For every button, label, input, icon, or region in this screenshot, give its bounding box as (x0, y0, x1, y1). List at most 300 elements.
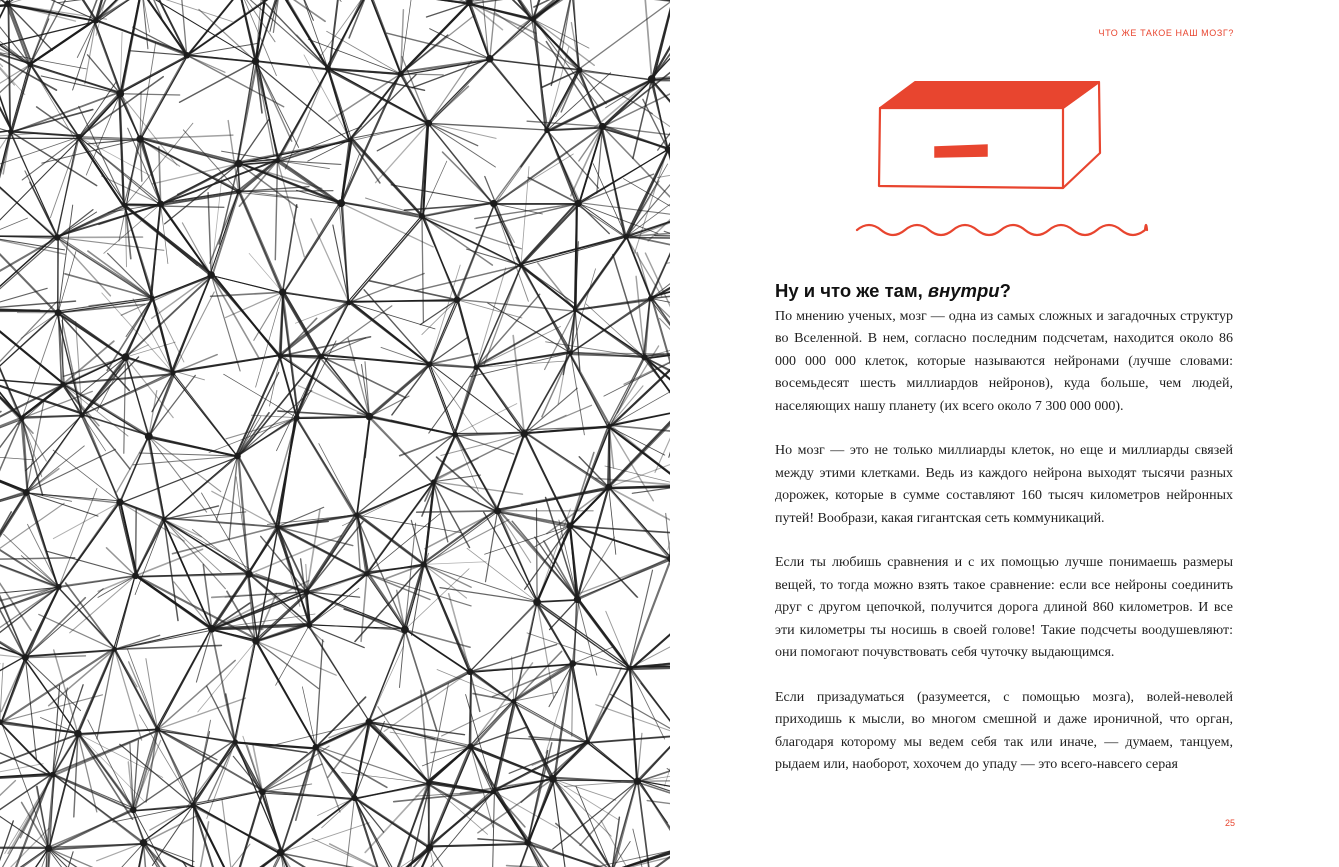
network-node (366, 413, 374, 421)
network-node (544, 127, 550, 133)
network-node (123, 203, 128, 208)
network-spoke (211, 275, 259, 358)
network-line (639, 780, 670, 848)
network-node (74, 730, 82, 738)
network-line (58, 501, 119, 588)
network-node (467, 668, 474, 675)
network-line (0, 310, 21, 419)
network-node (79, 412, 84, 417)
network-node (208, 625, 216, 633)
network-spoke (429, 61, 472, 123)
network-spoke (37, 107, 79, 137)
network-node (233, 739, 238, 744)
network-node (575, 200, 582, 207)
network-node (252, 637, 260, 645)
network-node (23, 489, 30, 496)
network-node (162, 517, 167, 522)
network-line (276, 417, 297, 525)
network-node (454, 296, 461, 303)
network-spoke (429, 123, 478, 146)
network-line (315, 723, 369, 748)
network-spoke (605, 466, 670, 486)
network-line (280, 0, 328, 69)
network-node (467, 743, 473, 749)
network-line (428, 123, 494, 205)
network-spoke (274, 0, 341, 2)
network-spoke (222, 800, 233, 867)
network-spoke (429, 123, 496, 167)
network-spoke (180, 61, 256, 102)
network-node (245, 570, 252, 577)
network-node (599, 123, 606, 130)
network-node (351, 795, 357, 801)
network-spoke (565, 781, 638, 786)
network-spoke (369, 646, 403, 722)
paragraph-2: Но мозг — это не только миллиарды клеток, но еще и миллиарды связей между этими клетками. Ведь из каждого нейрона выходят тысячи разных дорожек, которые в сумме составляют 160 тысяч километров нейронных путей! Вообрази, какая гигантская сеть коммуникаций. (775, 443, 1233, 526)
network-line (122, 95, 141, 140)
network-line (368, 673, 469, 723)
network-line (355, 798, 396, 867)
network-line (0, 312, 58, 380)
network-line (350, 301, 430, 365)
network-line (404, 565, 423, 629)
network-line (192, 806, 194, 867)
network-node (425, 120, 432, 127)
network-spoke (471, 663, 533, 747)
network-node (60, 382, 65, 387)
network-line (369, 416, 433, 482)
network-line (492, 843, 530, 867)
network-line (521, 264, 576, 310)
network-line (240, 141, 350, 163)
network-spoke (309, 588, 359, 625)
network-spoke (422, 216, 423, 322)
network-node (606, 424, 611, 429)
network-node (401, 626, 409, 634)
network-line (143, 844, 190, 867)
network-node (132, 572, 139, 579)
network-spoke (299, 0, 328, 68)
network-line (526, 353, 571, 433)
network-line (602, 128, 625, 238)
network-spoke (251, 415, 296, 418)
network-node (116, 90, 124, 98)
network-line (356, 434, 456, 516)
network-spoke (0, 301, 76, 309)
network-line (151, 205, 161, 298)
network-spoke (228, 121, 238, 192)
network-line (136, 574, 248, 576)
network-node (279, 289, 286, 296)
network-node (491, 789, 496, 794)
network-node (452, 432, 458, 438)
network-spoke (442, 701, 514, 736)
network-line (0, 3, 6, 50)
network-spoke (316, 747, 340, 812)
network-line (534, 20, 545, 131)
network-node (56, 584, 62, 590)
network-spoke (226, 292, 283, 317)
network-spoke (562, 0, 573, 50)
network-line (638, 780, 670, 849)
network-spoke (327, 31, 401, 74)
network-line (354, 798, 396, 867)
section-heading (775, 280, 1011, 302)
network-line (284, 202, 341, 292)
network-node (8, 129, 14, 135)
network-spoke (11, 110, 93, 132)
network-spoke (115, 649, 142, 740)
network-node (235, 160, 243, 168)
network-spoke (53, 450, 120, 502)
network-line (425, 565, 470, 673)
network-line (588, 741, 637, 781)
network-node (426, 780, 432, 786)
network-line (0, 236, 58, 237)
network-spoke (207, 742, 236, 819)
network-spoke (283, 205, 297, 292)
network-node (236, 189, 241, 194)
network-line (121, 502, 164, 520)
network-line (0, 379, 64, 385)
network-spoke (256, 641, 336, 675)
heading-lead: Ну и что же там, (775, 280, 928, 301)
network-spoke (422, 300, 457, 335)
network-spoke (120, 502, 184, 541)
network-line (255, 641, 316, 748)
network-node (252, 58, 259, 65)
network-spoke (0, 764, 43, 782)
network-line (212, 191, 239, 276)
network-node (277, 849, 285, 857)
network-line (429, 844, 528, 847)
network-node (190, 803, 196, 809)
network-line (497, 433, 525, 510)
network-line (458, 300, 477, 369)
network-node (605, 484, 612, 491)
network-line (27, 415, 81, 492)
network-line (470, 746, 527, 842)
network-line (554, 662, 572, 780)
network-node (566, 522, 573, 529)
network-line (124, 138, 141, 205)
network-spoke (345, 798, 355, 867)
network-node (170, 370, 175, 375)
network-spoke (478, 839, 528, 843)
network-line (370, 365, 429, 416)
network-spoke (384, 672, 470, 732)
network-spoke (226, 694, 236, 742)
heading-tail: ? (999, 280, 1011, 301)
network-node (419, 213, 425, 219)
network-spoke (85, 21, 96, 84)
network-line (236, 356, 280, 455)
network-line (630, 669, 638, 781)
network-spoke (8, 0, 95, 4)
network-spoke (129, 662, 158, 729)
network-spoke (173, 292, 214, 373)
network-node (641, 354, 647, 360)
network-line (159, 730, 192, 805)
network-node (259, 789, 266, 796)
network-line (256, 641, 317, 748)
network-node (140, 839, 148, 847)
network-line (31, 19, 97, 63)
network-node (623, 234, 629, 240)
network-node (157, 201, 164, 208)
network-line (281, 748, 315, 852)
network-spoke (593, 164, 626, 237)
network-line (515, 701, 589, 742)
network-line (431, 848, 491, 867)
network-line (256, 61, 328, 69)
heading-emphasis: внутри (927, 280, 1000, 301)
network-line (210, 193, 238, 274)
network-line (173, 372, 237, 455)
network-line (357, 417, 370, 514)
network-node (184, 52, 191, 59)
network-line (0, 723, 52, 776)
network-spoke (0, 218, 28, 236)
network-spoke (199, 9, 256, 61)
network-line (192, 854, 280, 867)
network-spoke (524, 388, 577, 434)
network-spoke (350, 140, 380, 183)
network-spoke (512, 657, 514, 701)
network-line (638, 782, 655, 867)
network-spoke (609, 346, 659, 427)
network-spoke (256, 594, 276, 641)
network-spoke (579, 127, 603, 161)
network-node (325, 65, 331, 71)
network-line (82, 416, 120, 502)
paragraph-3: Если ты любишь сравнения и с их помощью лучше понимаешь размеры вещей, то тогда можно взять такое сравнение: если все нейроны соединить друг с другом цепочкой, получится дорога длиной 860 километров. И все эти километры ты носишь в своей голове! Такие подсчеты воодушевляют: они помогают почувствовать себя чуточку выдающимся. (775, 555, 1233, 661)
network-node (473, 365, 478, 370)
network-spoke (79, 81, 117, 137)
network-node (570, 660, 577, 667)
network-node (76, 134, 82, 140)
network-node (511, 699, 516, 704)
network-node (549, 775, 557, 783)
network-spoke (26, 469, 59, 493)
paragraph-1: По мнению ученых, мозг — одна из самых сложных и загадочных структур во Вселенной. В нем, согласно последним подсчетам, находится около 86 000 000 000 клеток, которые называются нейронами (лучше словами: восемьдесят шесть миллиардов нейронов), куда больше, чем людей, населяющих нашу планету (их всего около 7 300 000 000). (775, 309, 1233, 414)
network-node (573, 308, 578, 313)
network-line (425, 483, 434, 564)
network-line (10, 131, 78, 136)
network-line (520, 237, 627, 267)
network-spoke (391, 420, 455, 434)
network-node (366, 718, 373, 725)
network-spoke (164, 520, 221, 573)
network-line (264, 793, 354, 798)
network-node (27, 62, 33, 68)
network-line (574, 310, 645, 358)
network-node (50, 772, 56, 778)
network-line (356, 783, 431, 799)
network-line (323, 355, 431, 364)
network-spoke (26, 415, 82, 471)
network-spoke (547, 130, 599, 188)
network-spoke (377, 123, 428, 151)
network-line (498, 511, 569, 525)
network-spoke (196, 629, 211, 682)
network-line (82, 414, 149, 435)
network-node (112, 647, 117, 652)
network-spoke (136, 509, 137, 576)
network-line (8, 4, 10, 132)
drawer-handle (935, 145, 987, 157)
network-line (119, 503, 136, 575)
network-line (309, 573, 369, 624)
network-line (212, 274, 279, 357)
network-node (568, 351, 573, 356)
network-node (54, 234, 60, 240)
network-spoke (0, 663, 3, 722)
network-line (78, 650, 114, 735)
network-line (0, 723, 77, 733)
network-node (19, 416, 24, 421)
network-node (45, 845, 52, 852)
network-line (368, 0, 400, 73)
network-node (337, 199, 345, 207)
network-node (421, 561, 427, 567)
network-spoke (66, 583, 115, 649)
body-text (775, 306, 1233, 799)
network-spoke (280, 0, 325, 21)
network-spoke (316, 640, 323, 747)
network-line (370, 722, 429, 784)
network-spoke (527, 602, 537, 651)
network-node (294, 415, 300, 421)
network-spoke (238, 416, 261, 456)
network-spoke (42, 139, 140, 163)
network-spoke (476, 294, 540, 367)
network-line (537, 600, 577, 602)
network-node (122, 353, 130, 361)
network-spoke (254, 292, 283, 340)
network-line (9, 3, 32, 63)
network-line (0, 311, 21, 419)
network-line (235, 640, 255, 742)
network-line (21, 385, 65, 418)
network-spoke (644, 0, 652, 79)
network-spoke (262, 746, 329, 792)
network-node (530, 16, 536, 22)
network-spoke (302, 687, 315, 747)
network-line (368, 631, 406, 724)
network-spoke (173, 355, 217, 373)
network-node (427, 361, 433, 367)
network-spoke (1, 658, 25, 712)
network-line (428, 783, 494, 793)
network-spoke (587, 668, 621, 742)
network-node (22, 654, 29, 661)
network-node (585, 739, 590, 744)
network-spoke (182, 223, 211, 275)
network-line (49, 810, 132, 850)
network-line (282, 853, 396, 867)
network-line (237, 62, 257, 162)
network-spoke (297, 35, 328, 68)
network-node (648, 75, 656, 83)
network-spoke (312, 838, 395, 867)
network-spoke (575, 310, 580, 371)
network-spoke (58, 252, 76, 313)
network-line (369, 363, 430, 416)
network-line (257, 60, 278, 160)
network-node (627, 666, 632, 671)
network-node (278, 353, 284, 359)
network-line (491, 791, 494, 867)
network-line (193, 791, 263, 806)
network-line (626, 238, 670, 239)
network-line (143, 0, 257, 60)
network-node (364, 571, 369, 576)
network-line (165, 518, 278, 527)
network-node (519, 263, 524, 268)
network-node (354, 513, 359, 518)
network-spoke (405, 630, 437, 731)
network-line (296, 416, 356, 516)
network-line (174, 356, 280, 373)
network-spoke (494, 204, 529, 302)
network-spoke (486, 511, 498, 582)
network-node (574, 596, 581, 603)
network-node (313, 744, 320, 751)
network-node (524, 839, 531, 846)
network-node (306, 622, 312, 628)
running-head: ЧТО ЖЕ ТАКОЕ НАШ МОЗГ? (1098, 28, 1234, 38)
network-line (95, 21, 121, 94)
network-line (455, 369, 478, 434)
network-line (0, 418, 22, 517)
network-spoke (572, 664, 573, 737)
network-node (130, 807, 137, 814)
network-spoke (645, 329, 671, 357)
network-line (580, 71, 651, 79)
network-spoke (164, 512, 246, 520)
network-spoke (207, 686, 236, 742)
wavy-line-icon (857, 225, 1147, 235)
network-spoke (633, 79, 652, 158)
network-spoke (610, 694, 670, 734)
network-spoke (630, 668, 665, 739)
network-line (0, 312, 59, 380)
network-node (494, 507, 501, 514)
network-node (275, 524, 280, 529)
network-spoke (120, 94, 180, 95)
network-node (533, 598, 541, 606)
box-top-fill (880, 82, 1099, 108)
network-spoke (553, 779, 616, 800)
network-line (134, 805, 193, 810)
network-node (490, 200, 497, 207)
network-node (520, 430, 528, 438)
network-node (426, 844, 433, 851)
network-spoke (429, 86, 469, 123)
network-node (93, 18, 99, 24)
network-node (577, 67, 583, 73)
network-spoke (21, 313, 58, 339)
network-node (634, 778, 641, 785)
network-line (120, 0, 141, 94)
network-line (351, 122, 429, 141)
matchbox-drawer-icon (855, 78, 1155, 243)
network-spoke (537, 509, 538, 602)
network-line (430, 364, 456, 434)
network-line (629, 668, 670, 736)
right-page (670, 0, 1339, 867)
